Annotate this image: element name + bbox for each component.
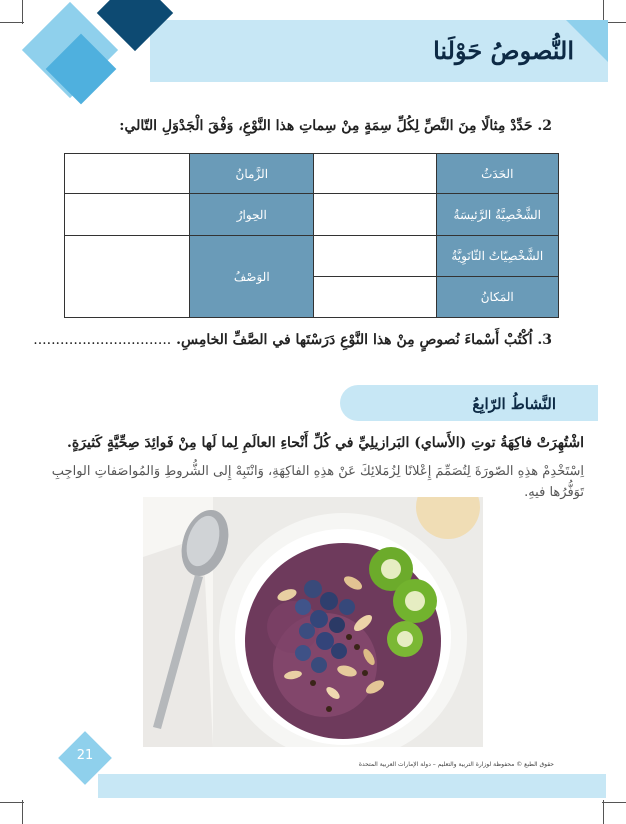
page-title: النُّصوصُ حَوْلَنا xyxy=(433,36,574,65)
answer-line[interactable]: ............................... xyxy=(33,332,172,348)
table-answer-cell[interactable] xyxy=(65,236,190,318)
features-table xyxy=(64,153,559,318)
crop-mark xyxy=(0,22,24,23)
table-answer-cell[interactable] xyxy=(314,154,436,194)
paragraph-instructions: اِسْتَخْدِمْ هذِهِ الصّورَةَ لِتُصَمِّمَ إِعْلانًا لِزُمَلائِكَ عَنْ هذِهِ الفاكِهَةِ، وَانْتَبِهْ إِلى الشُّروطِ وَالمُواصَفاتِ الواجِبِ تَوَفُّرُها فيهِ. xyxy=(51,464,584,500)
paragraph-intro: اشْتُهِرَتْ فاكِهَةُ توتِ (الأَساي) البَرازيلِيِّ في كُلِّ أَنْحاءِ العالَمِ لِما لَها مِنْ فَوائِدَ صِحِّيَّةٍ كَثيرَةٍ. xyxy=(67,435,584,451)
question-3 xyxy=(33,332,552,348)
table-answer-cell[interactable] xyxy=(65,194,190,236)
crop-mark xyxy=(602,802,626,803)
crop-mark xyxy=(603,800,604,824)
table-label-place: المَكانُ xyxy=(436,277,558,318)
question-3-text: 3. اُكْتُبْ أَسْماءَ نُصوصٍ مِنْ هذا النَّوْعِ دَرَسْتَها في الصَّفِّ الخامِسِ. xyxy=(176,332,552,348)
table-answer-cell[interactable] xyxy=(314,236,436,277)
acai-bowl-photo xyxy=(143,497,483,747)
page-number: 21 xyxy=(76,748,94,763)
table-label-time: الزَّمانُ xyxy=(190,154,314,194)
acai-bowl-illustration xyxy=(143,497,483,747)
table-label-main-character: الشَّخْصِيَّةُ الرَّئيسَةُ xyxy=(436,194,558,236)
crop-mark xyxy=(0,802,24,803)
table-answer-cell[interactable] xyxy=(314,194,436,236)
table-answer-cell[interactable] xyxy=(65,154,190,194)
table-label-description: الوَصْفُ xyxy=(190,236,314,318)
question-2: 2. حَدِّدْ مِثالًا مِنَ النَّصِّ لِكُلِّ سِمَةٍ مِنْ سِماتِ هذا النَّوْعِ، وَفْقَ الْجَدْوَلِ التّالي: xyxy=(119,118,552,134)
table-label-dialogue: الحِوارُ xyxy=(190,194,314,236)
table-label-event: الحَدَثُ xyxy=(436,154,558,194)
table-label-secondary-characters: الشَّخْصِيّاتُ الثّانَوِيَّةُ xyxy=(436,236,558,277)
footer-band xyxy=(98,774,606,798)
activity-title: النَّشاطُ الرّابِعُ xyxy=(472,395,556,413)
crop-mark xyxy=(22,800,23,824)
activity-heading-pill xyxy=(340,385,598,421)
table-answer-cell[interactable] xyxy=(314,277,436,318)
crop-mark xyxy=(22,0,23,24)
copyright-notice: حقوق الطبع © محفوظة لوزارة التربية والتعليم – دولة الإمارات العربية المتحدة xyxy=(358,761,554,768)
